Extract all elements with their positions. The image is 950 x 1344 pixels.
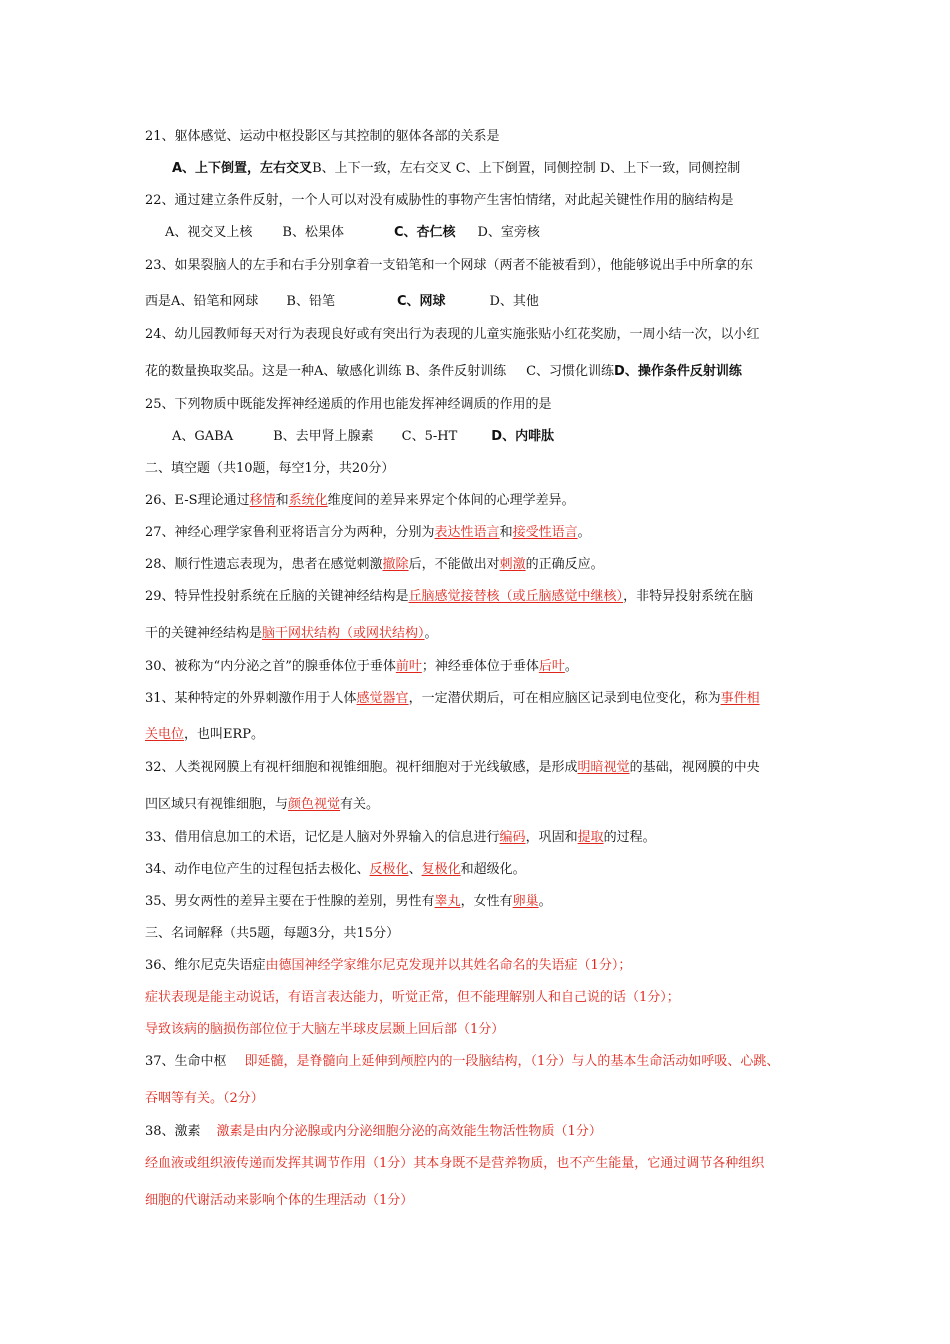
q38-def-3: 细胞的代谢活动来影响个体的生理活动（1分） — [145, 1193, 414, 1208]
q24-stem: 24、幼儿园教师每天对行为表现良好或有突出行为表现的儿童实施张贴小红花奖励，一周小结一次，以小红 — [145, 327, 760, 342]
q31-text-2: ，一定潜伏期后，可在相应脑区记录到电位变化，称为 — [408, 691, 721, 706]
q25-stem: 25、下列物质中既能发挥神经递质的作用也能发挥神经调质的作用的是 — [145, 397, 552, 412]
section-2-heading: 二、填空题（共10题，每空1分，共20分） — [145, 461, 395, 476]
q27-answer-2: 接受性语言 — [512, 525, 578, 540]
q29-answer-2: 脑干网状结构（或网状结构） — [262, 626, 425, 641]
q30-answer-2: 后叶 — [538, 659, 565, 674]
q28-text-1: 28、顺行性遗忘表现为，患者在感觉刺激 — [145, 557, 383, 572]
q21-options — [172, 160, 740, 178]
q35-text-1: 35、男女两性的差异主要在于性腺的差别，男性有 — [145, 894, 435, 909]
q32-text-3: 凹区域只有视锥细胞，与 — [145, 797, 289, 812]
q29-text-1: 29、特异性投射系统在丘脑的关键神经结构是 — [145, 589, 409, 604]
q24-answer-d: D、操作条件反射训练 — [614, 364, 742, 379]
q22-option-b: B、松果体 — [282, 225, 344, 240]
q23-answer-c: C、网球 — [396, 294, 446, 309]
q31-answer-2b: 关电位 — [145, 727, 185, 742]
q36-def-1: 由德国神经学家维尔尼克发现并以其姓名命名的失语症（1分）； — [265, 958, 632, 973]
q21-options-bcd: B、上下一致，左右交叉 C、上下倒置，同侧控制 D、上下一致，同侧控制 — [312, 161, 741, 176]
q34 — [145, 861, 526, 879]
q37-def-1: 即延髓，是脊髓向上延伸到颅腔内的一段脑结构，（1分）与人的基本生命活动如呼吸、心跳、 — [244, 1054, 780, 1069]
q27 — [145, 524, 591, 542]
section-3-heading: 三、名词解释（共5题，每题3分，共15分） — [145, 926, 400, 941]
q32-line-1 — [145, 759, 760, 777]
q29-answer-1: 丘脑感觉接替核（或丘脑感觉中继核） — [408, 589, 624, 604]
q31-text-1: 31、某种特定的外界刺激作用于人体 — [145, 691, 357, 706]
q24-options — [145, 363, 742, 381]
q35-answer-1: 睾丸 — [434, 894, 461, 909]
q25-option-b: B、去甲肾上腺素 — [273, 429, 374, 444]
q32-text-2: 的基础，视网膜的中央 — [629, 760, 760, 775]
q31-line-1 — [145, 690, 760, 708]
q29-line-2 — [145, 625, 438, 643]
q27-text-1: 27、神经心理学家鲁利亚将语言分为两种，分别为 — [145, 525, 435, 540]
q26 — [145, 492, 575, 510]
q28-text-2: 后，不能做出对 — [408, 557, 500, 572]
q26-text-3: 维度间的差异来界定个体间的心理学差异。 — [327, 493, 575, 508]
q36-def-3: 导致该病的脑损伤部位位于大脑左半球皮层颞上回后部（1分） — [145, 1022, 505, 1037]
q23-cont: 西是A、铅笔和网球 — [145, 294, 259, 309]
q22-option-a: A、视交叉上核 — [165, 225, 253, 240]
q23-options — [145, 293, 539, 311]
q27-text-3: 。 — [577, 525, 591, 540]
q35-text-3: 。 — [538, 894, 552, 909]
q22-option-d: D、室旁核 — [477, 225, 540, 240]
q25-answer-d: D、内啡肽 — [491, 429, 555, 444]
q30-text-3: 。 — [564, 659, 578, 674]
q26-answer-2: 系统化 — [288, 493, 328, 508]
q31-answer-1: 感觉器官 — [356, 691, 409, 706]
q36-line-1 — [145, 957, 631, 975]
q31-text-3: ，也叫ERP。 — [184, 727, 265, 742]
q29-line-1 — [145, 588, 753, 606]
q23-option-b: B、铅笔 — [286, 294, 335, 309]
q28-answer-2: 刺激 — [499, 557, 526, 572]
q23-option-d: D、其他 — [489, 294, 539, 309]
q26-answer-1: 移情 — [249, 493, 276, 508]
q33-answer-2: 提取 — [577, 830, 604, 845]
q30-text-1: 30、被称为“内分泌之首”的腺垂体位于垂体 — [145, 659, 396, 674]
q27-text-2: 和 — [499, 525, 513, 540]
q29-text-2: ，非特异投射系统在脑 — [623, 589, 754, 604]
q22-stem: 22、通过建立条件反射，一个人可以对没有威胁性的事物产生害怕情绪，对此起关键性作用的脑结构是 — [145, 193, 734, 208]
q31-answer-2a: 事件相 — [720, 691, 760, 706]
q30-answer-1: 前叶 — [395, 659, 422, 674]
q34-text-3: 和超级化。 — [460, 862, 526, 877]
q33-text-1: 33、借用信息加工的术语，记忆是人脑对外界输入的信息进行 — [145, 830, 500, 845]
q37-line-1 — [145, 1053, 779, 1071]
q38-term: 38、激素 — [145, 1124, 201, 1139]
q27-answer-1: 表达性语言 — [434, 525, 500, 540]
q26-text-1: 26、E-S理论通过 — [145, 493, 250, 508]
q25-option-a: A、GABA — [172, 429, 234, 444]
q23-stem: 23、如果裂脑人的左手和右手分别拿着一支铅笔和一个网球（两者不能被看到），他能够说出手中所拿的东 — [145, 258, 754, 273]
q33 — [145, 829, 656, 847]
q25-options — [172, 428, 554, 446]
q32-line-2 — [145, 796, 379, 814]
q30 — [145, 658, 578, 676]
q38-def-2: 经血液或组织液传递而发挥其调节作用（1分）其本身既不是营养物质，也不产生能量，它通过调节各种组织 — [145, 1156, 765, 1171]
q28-text-3: 的正确反应。 — [525, 557, 604, 572]
q31-line-2 — [145, 726, 264, 744]
q37-term: 37、生命中枢 — [145, 1054, 227, 1069]
q36-term: 36、维尔尼克失语症 — [145, 958, 266, 973]
q30-text-2: ；神经垂体位于垂体 — [421, 659, 539, 674]
q34-text-1: 34、动作电位产生的过程包括去极化、 — [145, 862, 370, 877]
q26-text-2: 和 — [275, 493, 289, 508]
q29-text-4: 。 — [424, 626, 438, 641]
q29-text-3: 干的关键神经结构是 — [145, 626, 263, 641]
q25-option-c: C、5-HT — [401, 429, 458, 444]
q24-option-c: C、习惯化训练 — [526, 364, 615, 379]
q35 — [145, 893, 552, 911]
q28 — [145, 556, 604, 574]
q34-answer-1: 反极化 — [369, 862, 409, 877]
q21-stem: 21、躯体感觉、运动中枢投影区与其控制的躯体各部的关系是 — [145, 129, 500, 144]
q32-answer-1: 明暗视觉 — [577, 760, 630, 775]
q33-text-3: 的过程。 — [603, 830, 656, 845]
q24-cont: 花的数量换取奖品。这是一种A、敏感化训练 B、条件反射训练 — [145, 364, 507, 379]
q32-text-4: 有关。 — [340, 797, 380, 812]
q22-answer-c: C、杏仁核 — [393, 225, 456, 240]
q32-text-1: 32、人类视网膜上有视杆细胞和视锥细胞。视杆细胞对于光线敏感，是形成 — [145, 760, 578, 775]
q33-text-2: ，巩固和 — [525, 830, 578, 845]
q35-answer-2: 卵巢 — [512, 894, 539, 909]
q22-options — [165, 224, 540, 242]
q32-answer-2: 颜色视觉 — [288, 797, 341, 812]
q38-def-1: 激素是由内分泌腺或内分泌细胞分泌的高效能生物活性物质（1分） — [216, 1124, 602, 1139]
q28-answer-1: 撤除 — [382, 557, 409, 572]
q35-text-2: ，女性有 — [460, 894, 513, 909]
q36-def-2: 症状表现是能主动说话，有语言表达能力，听觉正常，但不能理解别人和自己说的话（1分）； — [145, 990, 680, 1005]
q34-answer-2: 复极化 — [421, 862, 461, 877]
q34-text-2: 、 — [408, 862, 422, 877]
q37-def-2: 吞咽等有关。（2分） — [145, 1091, 264, 1106]
q38-line-1 — [145, 1123, 602, 1141]
q21-answer-a: A、上下倒置，左右交叉 — [172, 161, 313, 176]
q33-answer-1: 编码 — [499, 830, 526, 845]
